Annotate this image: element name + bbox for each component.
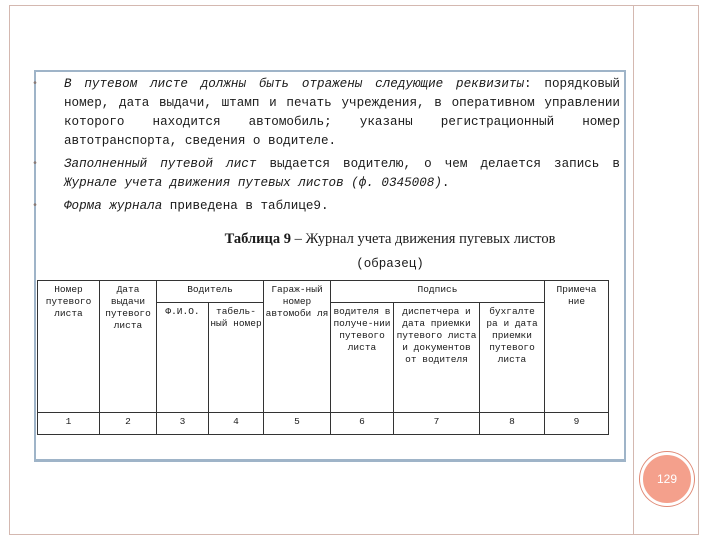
- header-sign: Подпись: [331, 281, 545, 303]
- bullet-dot-icon: •: [32, 79, 39, 90]
- caption-title: – Журнал учета движения пугевых листов: [291, 231, 556, 247]
- table-caption: [30, 231, 720, 248]
- header-tab: табель-ный номер: [209, 303, 264, 413]
- header-number: Номер путевого листа: [38, 281, 100, 413]
- bullet-text: приведена в таблице9.: [162, 199, 329, 213]
- bullet-item: [30, 155, 620, 193]
- column-number: 3: [157, 413, 209, 435]
- header-sign-accountant: бухгалте ра и дата приемки путевого листа: [480, 303, 545, 413]
- column-number: 7: [394, 413, 480, 435]
- bullet-item: [30, 197, 620, 216]
- bullet-list: [30, 75, 620, 220]
- bullet-text: Форма журнала: [64, 199, 163, 213]
- bullet-text: выдается водителю, о чем делается запись в: [256, 157, 620, 171]
- caption-label: Таблица 9: [224, 231, 291, 247]
- bullet-text: Заполненный путевой лист: [64, 157, 257, 171]
- column-number: 4: [209, 413, 264, 435]
- header-sign-dispatcher: диспетчера и дата приемки путевого листа и документов от водителя: [394, 303, 480, 413]
- bullet-text: В путевом листе должны быть отражены следующие: [64, 77, 457, 91]
- bullet-item: [30, 75, 620, 151]
- header-fio: Ф.И.О.: [157, 303, 209, 413]
- column-number: 1: [38, 413, 100, 435]
- header-sign-driver: водителя в получе-нии путевого листа: [331, 303, 394, 413]
- table-caption-sub: (образец): [356, 257, 424, 271]
- journal-table: [37, 280, 609, 435]
- column-number: 8: [480, 413, 545, 435]
- bullet-text: .: [441, 176, 450, 190]
- bullet-dot-icon: •: [32, 201, 39, 212]
- page-number-badge: 129: [640, 452, 694, 506]
- column-number: 6: [331, 413, 394, 435]
- bullet-text: Журнале учета движения путевых листов (ф. 0345008): [64, 176, 442, 190]
- header-garage: Гараж-ный номер автомоби ля: [264, 281, 331, 413]
- bullet-text: реквизиты: [456, 77, 525, 91]
- column-number: 2: [100, 413, 157, 435]
- header-date: Дата выдачи путевого листа: [100, 281, 157, 413]
- column-number: 5: [264, 413, 331, 435]
- column-number: 9: [545, 413, 609, 435]
- header-driver: Водитель: [157, 281, 264, 303]
- header-note: Примеча ние: [545, 281, 609, 413]
- bullet-text: : порядковый номер, дата выдачи, штамп и печать учреждения, в оперативном управлении которого находится автомобиль; указаны регистрационный номер автотранспорта, сведения о водителе.: [64, 77, 620, 148]
- bullet-dot-icon: •: [32, 159, 39, 170]
